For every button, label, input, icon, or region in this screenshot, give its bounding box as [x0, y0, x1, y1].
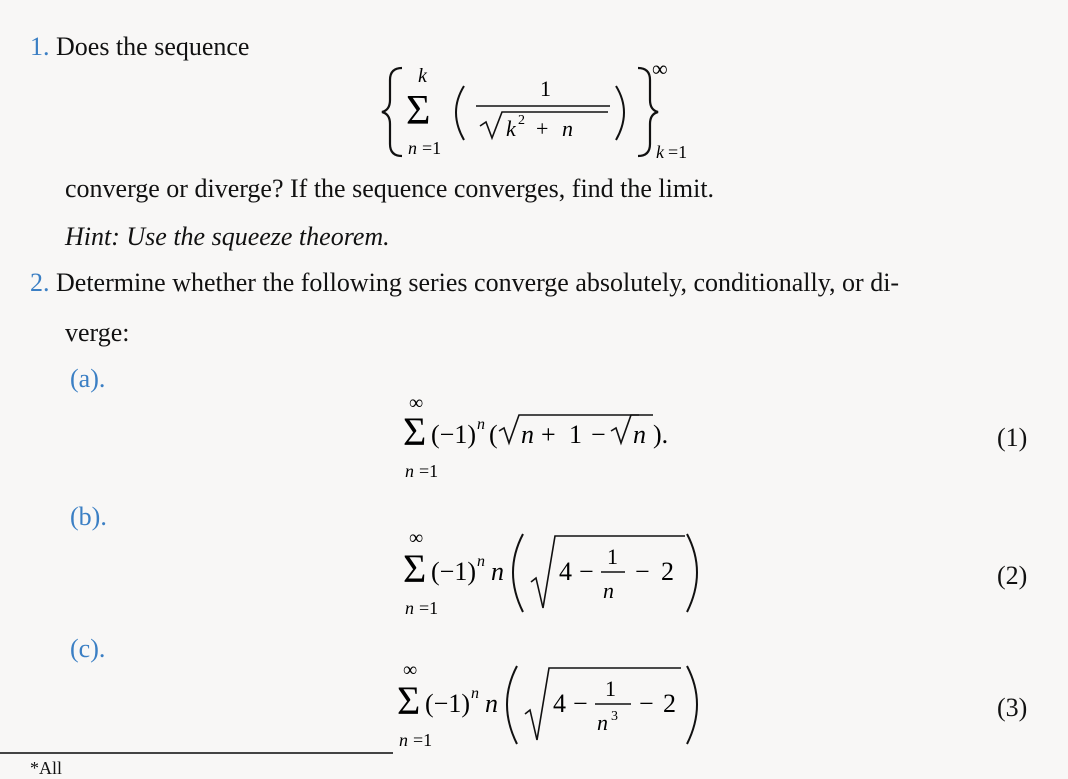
- svg-text:n: n: [408, 138, 417, 158]
- question-text: Does the sequence: [56, 32, 250, 61]
- part-b-label: (b).: [70, 502, 107, 531]
- svg-text:k: k: [506, 116, 516, 141]
- svg-text:k: k: [418, 65, 427, 87]
- svg-text:−: −: [639, 689, 654, 718]
- svg-text:n: n: [477, 553, 485, 570]
- svg-text:1: 1: [569, 420, 582, 449]
- svg-text:=1: =1: [419, 598, 439, 618]
- svg-text:n: n: [562, 116, 573, 141]
- svg-text:).: ).: [653, 420, 669, 449]
- question-number: 1.: [30, 32, 50, 61]
- question-1-tail: converge or diverge? If the sequence converges, find the limit.: [65, 174, 715, 203]
- svg-text:−: −: [579, 557, 594, 586]
- svg-text:4: 4: [559, 557, 572, 586]
- svg-text:=1: =1: [668, 142, 688, 162]
- svg-text:=1: =1: [413, 730, 433, 750]
- svg-text:∞: ∞: [409, 527, 424, 549]
- question-2: [30, 270, 899, 296]
- svg-text:∞: ∞: [409, 392, 424, 414]
- svg-text:n: n: [603, 578, 614, 603]
- svg-text:(−1): (−1): [431, 420, 476, 449]
- svg-text:n: n: [521, 420, 534, 449]
- svg-text:Σ: Σ: [406, 88, 431, 134]
- svg-text:(: (: [489, 420, 498, 449]
- footnote-fragment: *All: [30, 758, 63, 778]
- svg-text:−: −: [573, 689, 588, 718]
- part-a-label: (a).: [70, 364, 106, 393]
- sequence-formula: [380, 56, 700, 166]
- svg-text:−: −: [635, 557, 650, 586]
- svg-text:=1: =1: [422, 138, 442, 158]
- svg-text:∞: ∞: [652, 56, 668, 81]
- svg-text:(−1): (−1): [425, 689, 470, 718]
- svg-text:n: n: [471, 685, 479, 702]
- svg-text:1: 1: [540, 76, 551, 101]
- svg-text:Σ: Σ: [397, 678, 421, 723]
- svg-text:−: −: [591, 420, 606, 449]
- footnote-rule: [0, 752, 393, 754]
- svg-text:n: n: [597, 710, 608, 735]
- hint-text: Hint: Use the squeeze theorem.: [65, 222, 390, 251]
- series-b-formula: [395, 520, 775, 620]
- svg-text:n: n: [491, 557, 504, 586]
- equation-number: (2): [997, 561, 1028, 590]
- svg-text:3: 3: [611, 709, 618, 724]
- svg-text:1: 1: [605, 676, 616, 701]
- svg-text:n: n: [405, 598, 414, 618]
- question-text: Determine whether the following series converge absolutely, conditionally, or di-: [56, 268, 900, 297]
- question-number: 2.: [30, 268, 50, 297]
- svg-text:+: +: [541, 420, 556, 449]
- svg-text:2: 2: [518, 113, 525, 128]
- question-1: [30, 34, 249, 60]
- svg-text:4: 4: [553, 689, 566, 718]
- series-c-formula: [395, 650, 775, 752]
- svg-text:(−1): (−1): [431, 557, 476, 586]
- svg-text:1: 1: [607, 544, 618, 569]
- svg-text:n: n: [485, 689, 498, 718]
- part-c-label: (c).: [70, 634, 106, 663]
- svg-text:n: n: [477, 416, 485, 433]
- equation-number: (3): [997, 693, 1028, 722]
- svg-text:Σ: Σ: [403, 409, 427, 454]
- svg-text:∞: ∞: [403, 659, 418, 681]
- svg-text:n: n: [405, 461, 414, 481]
- question-2-line2: verge:: [65, 318, 130, 347]
- svg-text:2: 2: [663, 689, 676, 718]
- svg-text:k: k: [656, 142, 664, 162]
- svg-text:=1: =1: [419, 461, 439, 481]
- svg-text:n: n: [633, 420, 646, 449]
- svg-text:n: n: [399, 730, 408, 750]
- svg-text:+: +: [536, 116, 549, 141]
- equation-number: (1): [997, 423, 1028, 452]
- svg-text:2: 2: [661, 557, 674, 586]
- svg-text:Σ: Σ: [403, 546, 427, 591]
- series-a-formula: [395, 385, 755, 485]
